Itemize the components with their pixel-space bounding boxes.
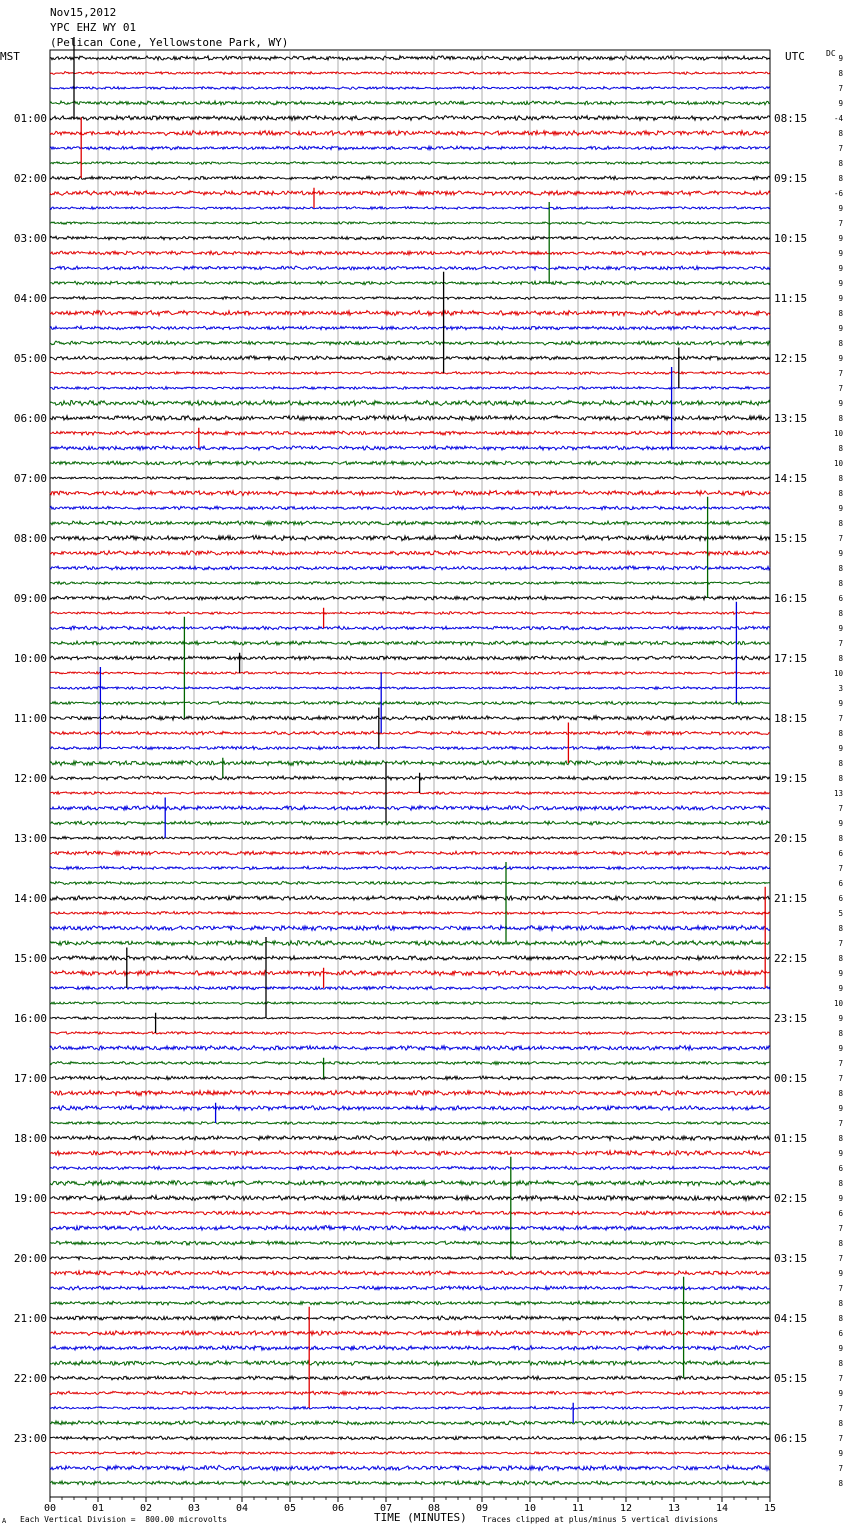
left-hour-label: 04:00 — [13, 292, 47, 305]
left-hour-label: 21:00 — [13, 1312, 47, 1325]
left-hour-label: 06:00 — [13, 412, 47, 425]
dc-offset-value: 7 — [838, 639, 843, 648]
x-axis-title: TIME (MINUTES) — [374, 1511, 467, 1524]
seismic-trace — [50, 1032, 770, 1035]
seismic-trace — [50, 1061, 770, 1064]
left-hour-label: 07:00 — [13, 472, 47, 485]
dc-offset-value: 9 — [838, 279, 843, 288]
dc-offset-value: 7 — [838, 369, 843, 378]
dc-offset-value: 8 — [838, 1299, 843, 1308]
dc-offset-value: 13 — [833, 789, 843, 798]
dc-offset-value: 5 — [838, 909, 843, 918]
seismic-trace — [50, 461, 770, 465]
x-tick-label: 07 — [379, 1503, 393, 1514]
dc-offset-value: 9 — [838, 204, 843, 213]
left-hour-label: 08:00 — [13, 532, 47, 545]
dc-offset-value: 9 — [838, 1014, 843, 1023]
seismic-trace — [50, 896, 770, 901]
dc-offset-value: 9 — [838, 969, 843, 978]
x-tick-label: 03 — [187, 1503, 201, 1514]
dc-offset-value: 3 — [838, 684, 843, 693]
seismic-trace — [50, 837, 770, 840]
seismic-trace — [50, 1421, 770, 1425]
dc-offset-value: 9 — [838, 354, 843, 363]
dc-offset-value: 9 — [838, 1044, 843, 1053]
seismic-trace — [50, 1407, 770, 1410]
right-hour-label: 00:15 — [774, 1072, 808, 1085]
dc-offset-value: 8 — [838, 339, 843, 348]
seismic-trace — [50, 1136, 770, 1141]
dc-offset-value: 9 — [838, 234, 843, 243]
right-hour-label: 17:15 — [774, 652, 808, 665]
right-hour-label: 23:15 — [774, 1012, 808, 1025]
left-hour-label: 17:00 — [13, 1072, 47, 1085]
right-hour-label: 15:15 — [774, 532, 808, 545]
right-hour-label: 14:15 — [774, 472, 808, 485]
left-axis-title: MST — [0, 50, 20, 63]
seismic-trace — [50, 521, 770, 525]
seismic-trace — [50, 281, 770, 285]
dc-offset-value: 8 — [838, 954, 843, 963]
seismic-trace — [50, 1195, 770, 1200]
left-hour-label: 05:00 — [13, 352, 47, 365]
seismic-trace — [50, 792, 770, 795]
seismic-trace — [50, 641, 770, 645]
seismic-trace — [50, 911, 770, 914]
seismic-trace — [50, 372, 770, 375]
right-hour-label: 05:15 — [774, 1372, 808, 1385]
seismic-trace — [50, 672, 770, 675]
scale-note: Each Vertical Division = 800.00 microvolts — [20, 1515, 228, 1524]
dc-offset-value: 8 — [838, 579, 843, 588]
seismic-trace — [50, 956, 770, 960]
seismic-trace — [50, 1316, 770, 1320]
seismic-trace — [50, 806, 770, 811]
seismic-trace — [50, 266, 770, 270]
dc-offset-value: 7 — [838, 1434, 843, 1443]
seismic-trace — [50, 851, 770, 855]
seismic-trace — [50, 1301, 770, 1305]
seismic-trace — [50, 477, 770, 480]
x-tick-label: 00 — [43, 1503, 57, 1514]
seismic-trace — [50, 341, 770, 345]
dc-offset-value: 6 — [838, 849, 843, 858]
seismic-trace — [50, 116, 770, 121]
right-hour-label: 22:15 — [774, 952, 808, 965]
dc-offset-value: 8 — [838, 1179, 843, 1188]
seismic-trace — [50, 1286, 770, 1290]
dc-offset-value: 9 — [838, 1269, 843, 1278]
seismic-trace — [50, 131, 770, 136]
dc-offset-value: 8 — [838, 1089, 843, 1098]
right-hour-label: 02:15 — [774, 1192, 808, 1205]
seismic-trace — [50, 566, 770, 570]
right-hour-label: 03:15 — [774, 1252, 808, 1265]
seismic-trace — [50, 1391, 770, 1395]
x-tick-label: 10 — [523, 1503, 537, 1514]
dc-offset-value: 9 — [838, 264, 843, 273]
right-hour-label: 19:15 — [774, 772, 808, 785]
seismic-trace — [50, 251, 770, 255]
right-hour-label: 09:15 — [774, 172, 808, 185]
dc-offset-value: 7 — [838, 1374, 843, 1383]
right-hour-label: 16:15 — [774, 592, 808, 605]
dc-offset-value: 7 — [838, 1119, 843, 1128]
clip-note: Traces clipped at plus/minus 5 vertical divisions — [482, 1515, 719, 1524]
dc-offset-value: 8 — [838, 1239, 843, 1248]
seismic-trace — [50, 1256, 770, 1259]
dc-offset-value: 6 — [838, 594, 843, 603]
x-tick-label: 08 — [427, 1503, 441, 1514]
seismic-trace — [50, 626, 770, 630]
corner-mark: A — [2, 1517, 7, 1525]
right-hour-label: 11:15 — [774, 292, 808, 305]
dc-offset-value: 6 — [838, 1164, 843, 1173]
x-tick-label: 06 — [331, 1503, 345, 1514]
right-hour-label: 13:15 — [774, 412, 808, 425]
seismic-trace — [50, 1002, 770, 1005]
dc-offset-value: 7 — [838, 714, 843, 723]
seismic-trace — [50, 1331, 770, 1336]
dc-offset-value: 7 — [838, 1074, 843, 1083]
dc-offset-value: 8 — [838, 129, 843, 138]
seismic-trace — [50, 535, 770, 540]
dc-offset-value: 9 — [838, 294, 843, 303]
dc-offset-value: 8 — [838, 774, 843, 783]
seismic-trace — [50, 656, 770, 660]
seismic-trace — [50, 387, 770, 390]
dc-offset-value: 9 — [838, 504, 843, 513]
seismic-trace — [50, 416, 770, 421]
dc-offset-value: 7 — [838, 1224, 843, 1233]
x-tick-label: 12 — [619, 1503, 633, 1514]
seismic-trace — [50, 1181, 770, 1186]
dc-offset-value: 8 — [838, 1479, 843, 1488]
dc-offset-value: -4 — [833, 114, 843, 123]
dc-offset-value: 8 — [838, 654, 843, 663]
dc-offset-value: 9 — [838, 1344, 843, 1353]
seismic-trace — [50, 1046, 770, 1051]
seismic-trace — [50, 1122, 770, 1125]
dc-offset-value: 8 — [838, 564, 843, 573]
seismic-trace — [50, 821, 770, 825]
seismic-trace — [50, 162, 770, 165]
dc-offset-value: 6 — [838, 894, 843, 903]
seismic-trace — [50, 1452, 770, 1455]
x-tick-label: 01 — [91, 1503, 105, 1514]
seismic-trace — [50, 986, 770, 990]
seismic-trace — [50, 1151, 770, 1156]
dc-offset-value: 9 — [838, 54, 843, 63]
seismic-trace — [50, 1211, 770, 1215]
seismic-trace — [50, 881, 770, 884]
dc-offset-value: 8 — [838, 309, 843, 318]
dc-offset-value: 9 — [838, 99, 843, 108]
dc-offset-value: 7 — [838, 1404, 843, 1413]
seismic-trace — [50, 746, 770, 750]
seismic-trace — [50, 1376, 770, 1380]
right-axis-title: UTC — [785, 50, 805, 63]
left-hour-label: 14:00 — [13, 892, 47, 905]
seismic-trace — [50, 1271, 770, 1275]
right-hour-label: 10:15 — [774, 232, 808, 245]
seismic-trace — [50, 731, 770, 735]
dc-offset-value: 8 — [838, 759, 843, 768]
dc-offset-value: 7 — [838, 1254, 843, 1263]
seismic-trace — [50, 926, 770, 931]
dc-offset-value: 7 — [838, 804, 843, 813]
seismic-trace — [50, 776, 770, 780]
left-hour-label: 02:00 — [13, 172, 47, 185]
seismic-trace — [50, 1076, 770, 1080]
right-hour-label: 08:15 — [774, 112, 808, 125]
seismic-trace — [50, 236, 770, 239]
seismic-trace — [50, 207, 770, 210]
dc-offset-value: 9 — [838, 1389, 843, 1398]
seismic-trace — [50, 87, 770, 90]
dc-offset-title: DC — [826, 49, 836, 58]
seismic-trace — [50, 176, 770, 180]
dc-offset-value: 7 — [838, 384, 843, 393]
seismic-trace — [50, 1346, 770, 1351]
dc-offset-value: 9 — [838, 1449, 843, 1458]
seismic-trace — [50, 431, 770, 435]
left-hour-label: 10:00 — [13, 652, 47, 665]
dc-offset-value: 6 — [838, 879, 843, 888]
seismic-trace — [50, 1361, 770, 1366]
x-tick-label: 02 — [139, 1503, 153, 1514]
dc-offset-value: 9 — [838, 699, 843, 708]
left-hour-label: 20:00 — [13, 1252, 47, 1265]
dc-offset-value: 9 — [838, 549, 843, 558]
dc-offset-value: 9 — [838, 1149, 843, 1158]
dc-offset-value: 7 — [838, 144, 843, 153]
seismic-trace — [50, 1241, 770, 1245]
dc-offset-value: 8 — [838, 489, 843, 498]
left-hour-label: 13:00 — [13, 832, 47, 845]
station-code: YPC EHZ WY 01 — [50, 21, 137, 34]
dc-offset-value: 7 — [838, 864, 843, 873]
seismic-trace — [50, 687, 770, 690]
left-hour-label: 19:00 — [13, 1192, 47, 1205]
left-hour-label: 12:00 — [13, 772, 47, 785]
dc-offset-value: 8 — [838, 1359, 843, 1368]
seismic-trace — [50, 701, 770, 705]
dc-offset-value: 10 — [833, 429, 843, 438]
dc-offset-value: 7 — [838, 219, 843, 228]
seismic-trace — [50, 400, 770, 405]
dc-offset-value: 10 — [833, 669, 843, 678]
dc-offset-value: 9 — [838, 984, 843, 993]
seismic-trace — [50, 356, 770, 360]
dc-offset-value: -6 — [833, 189, 843, 198]
dc-offset-value: 7 — [838, 84, 843, 93]
dc-offset-value: 9 — [838, 1194, 843, 1203]
seismic-trace — [50, 326, 770, 330]
x-tick-label: 04 — [235, 1503, 249, 1514]
dc-offset-value: 10 — [833, 459, 843, 468]
right-hour-label: 20:15 — [774, 832, 808, 845]
seismic-trace — [50, 1090, 770, 1095]
seismic-trace — [50, 941, 770, 946]
seismic-trace — [50, 716, 770, 720]
dc-offset-value: 10 — [833, 999, 843, 1008]
seismic-trace — [50, 1481, 770, 1485]
seismic-trace — [50, 222, 770, 225]
dc-offset-value: 9 — [838, 249, 843, 258]
left-hour-label: 01:00 — [13, 112, 47, 125]
dc-offset-value: 8 — [838, 1314, 843, 1323]
dc-offset-value: 8 — [838, 414, 843, 423]
seismic-trace — [50, 1106, 770, 1111]
seismic-trace — [50, 551, 770, 555]
dc-offset-value: 9 — [838, 1104, 843, 1113]
dc-offset-value: 7 — [838, 939, 843, 948]
dc-offset-value: 8 — [838, 1029, 843, 1038]
dc-offset-value: 6 — [838, 1209, 843, 1218]
dc-offset-value: 9 — [838, 399, 843, 408]
dc-offset-value: 7 — [838, 534, 843, 543]
right-hour-label: 04:15 — [774, 1312, 808, 1325]
dc-offset-value: 8 — [838, 924, 843, 933]
seismic-trace — [50, 491, 770, 496]
seismic-trace — [50, 191, 770, 196]
dc-offset-value: 7 — [838, 1464, 843, 1473]
seismic-trace — [50, 146, 770, 150]
seismic-trace — [50, 1017, 770, 1020]
dc-offset-value: 7 — [838, 1284, 843, 1293]
x-tick-label: 13 — [667, 1503, 681, 1514]
station-location: (Pelican Cone, Yellowstone Park, WY) — [50, 36, 289, 49]
seismic-trace — [50, 446, 770, 450]
dc-offset-value: 8 — [838, 69, 843, 78]
seismic-trace — [50, 596, 770, 600]
x-tick-label: 15 — [763, 1503, 777, 1514]
x-tick-label: 11 — [571, 1503, 585, 1514]
left-hour-label: 03:00 — [13, 232, 47, 245]
dc-offset-value: 8 — [838, 609, 843, 618]
seismic-trace — [50, 506, 770, 510]
right-hour-label: 21:15 — [774, 892, 808, 905]
dc-offset-value: 8 — [838, 444, 843, 453]
seismic-trace — [50, 311, 770, 316]
dc-offset-value: 6 — [838, 1329, 843, 1338]
seismic-trace — [50, 761, 770, 766]
dc-offset-value: 9 — [838, 324, 843, 333]
seismic-trace — [50, 582, 770, 585]
x-tick-label: 05 — [283, 1503, 297, 1514]
left-hour-label: 18:00 — [13, 1132, 47, 1145]
dc-offset-value: 7 — [838, 1059, 843, 1068]
dc-offset-value: 8 — [838, 1134, 843, 1143]
right-hour-label: 01:15 — [774, 1132, 808, 1145]
left-hour-label: 23:00 — [13, 1432, 47, 1445]
dc-offset-value: 8 — [838, 174, 843, 183]
seismic-trace — [50, 101, 770, 105]
dc-offset-value: 8 — [838, 474, 843, 483]
left-hour-label: 09:00 — [13, 592, 47, 605]
right-hour-label: 18:15 — [774, 712, 808, 725]
left-hour-label: 11:00 — [13, 712, 47, 725]
seismic-trace — [50, 612, 770, 615]
right-hour-label: 12:15 — [774, 352, 808, 365]
dc-offset-value: 8 — [838, 159, 843, 168]
dc-offset-value: 8 — [838, 729, 843, 738]
seismic-trace — [50, 297, 770, 300]
plot-date: Nov15,2012 — [50, 6, 117, 19]
seismic-trace — [50, 1465, 770, 1470]
left-hour-label: 16:00 — [13, 1012, 47, 1025]
left-hour-label: 15:00 — [13, 952, 47, 965]
x-tick-label: 14 — [715, 1503, 729, 1514]
seismic-trace — [50, 970, 770, 975]
x-tick-label: 09 — [475, 1503, 489, 1514]
dc-offset-value: 8 — [838, 519, 843, 528]
seismic-trace — [50, 866, 770, 869]
dc-offset-value: 9 — [838, 624, 843, 633]
right-hour-label: 06:15 — [774, 1432, 808, 1445]
seismic-trace — [50, 1226, 770, 1231]
seismic-trace — [50, 56, 770, 60]
left-hour-label: 22:00 — [13, 1372, 47, 1385]
dc-offset-value: 9 — [838, 744, 843, 753]
dc-offset-value: 8 — [838, 1419, 843, 1428]
dc-offset-value: 9 — [838, 819, 843, 828]
seismic-trace — [50, 72, 770, 75]
seismic-trace — [50, 1166, 770, 1169]
dc-offset-value: 8 — [838, 834, 843, 843]
seismic-trace — [50, 1436, 770, 1440]
